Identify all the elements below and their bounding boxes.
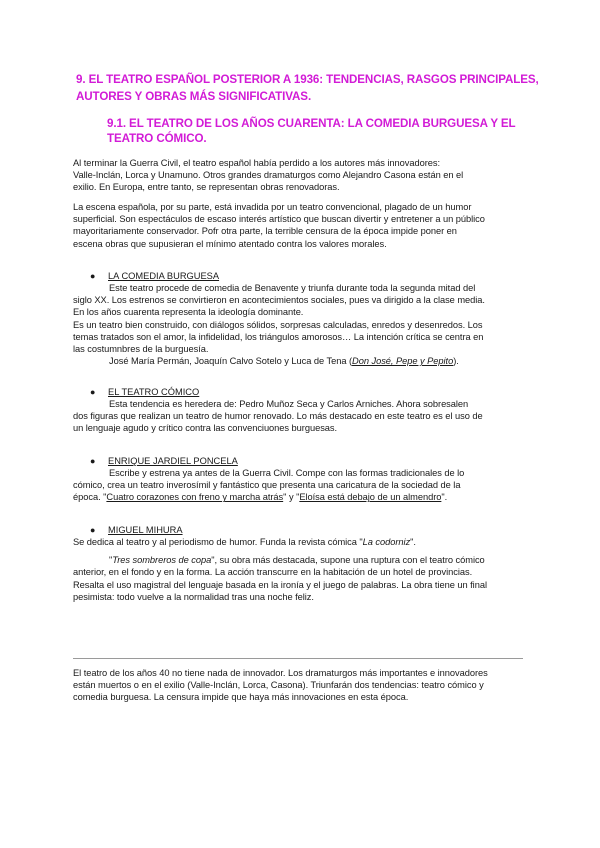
section-title: LA COMEDIA BURGUESA [108,271,220,281]
intro-line: exilio. En Europa, entre tanto, se representan obras renovadoras. [73,182,340,193]
paragraph-line: están muertos o en el exilio (Valle-Inclán, Lorca, Casona). Triunfarán dos tendencias: teatro cómico y [73,680,484,691]
paragraph-line: superficial. Son espectáculos de escaso interés artístico que buscan divertir y entretener a un público [73,214,485,225]
divider-line [73,658,523,659]
authors-line: José María Permán, Joaquín Calvo Sotelo y Luca de Tena (Don José, Pepe y Pepito). [109,356,459,367]
paragraph-line: las costumnbres de la burguesía. [73,344,209,355]
paragraph-line: un lenguaje agudo y crítico contra las convenciuones burguesas. [73,423,338,434]
bullet-icon: ● [90,525,96,535]
work-title: Don José, Pepe y Pepito [352,356,454,367]
paragraph-line: Se dedica al teatro y al periodismo de humor. Funda la revista cómica "La codorniz". [73,537,416,547]
bullet-icon: ● [90,387,96,397]
paragraph-line: Este teatro procede de comedia de Benavente y triunfa durante toda la segunda mitad del [109,283,476,293]
paragraph-line: pesimista: todo vuelve a la normalidad tras una noche feliz. [73,591,314,602]
section-title: EL TEATRO CÓMICO [108,387,200,397]
summary-paragraph [73,667,533,704]
paragraph-line: Esta tendencia es heredera de: Pedro Muñoz Seca y Carlos Arniches. Ahora sobresalen [109,399,469,409]
bullet-icon: ● [90,456,96,466]
intro-line: Valle-Inclán, Lorca y Unamuno. Otros grandes dramaturgos como Alejandro Casona están en el [73,170,464,181]
section-title: MIGUEL MIHURA [108,525,183,535]
section-mihura-heading [90,524,183,536]
intro-paragraph [73,157,533,194]
paragraph-line: escena obras que supusieran el mínimo atentado contra los valores morales. [73,238,387,249]
paragraph-line: "Tres sombreros de copa", su obra más destacada, supone una ruptura con el teatro cómico [109,555,485,566]
work-title: Tres sombreros de copa [112,555,212,566]
section-comedia-body [73,282,533,367]
paragraph-line: La escena española, por su parte, está invadida por un teatro convencional, plagado de un humor [73,202,472,212]
paragraph-line: El teatro de los años 40 no tiene nada de innovador. Los dramaturgos más importantes e innovadores [73,668,488,678]
paragraph-line: cómico, crea un teatro inverosímil y fantástico que presenta una caricatura de la sociedad de la [73,480,461,491]
intro-line: Al terminar la Guerra Civil, el teatro español había perdido a los autores más innovadores: [73,158,441,168]
main-heading: 9. EL TEATRO ESPAÑOL POSTERIOR A 1936: TENDENCIAS, RASGOS PRINCIPALES, AUTORES Y OBRAS MÁS SIGNIFICATIVAS. [76,73,539,103]
works-line: época. "Cuatro corazones con freno y marcha atrás" y "Eloísa está debajo de un almendro". [73,492,448,503]
section-jardiel-body [73,467,533,504]
paragraph-line: dos figuras que realizan un teatro de humor renovado. Lo más destacado en este teatro es el uso de [73,411,483,422]
paragraph-line: temas tratados son el amor, la infidelidad, los triángulos amorosos… La intención crítica se centra en [73,331,484,342]
paragraph-line: Es un teatro bien construido, con diálogos sólidos, sorpresas calculadas, enredos y desenredos. Los [73,319,483,330]
paragraph-line: Resalta el uso magistral del lenguaje basada en la ironía y el juego de palabras. La obra tiene un final [73,579,487,590]
section-comedia-heading [90,270,219,282]
censorship-paragraph [73,201,533,250]
paragraph-line: Escribe y estrena ya antes de la Guerra Civil. Compe con las formas tradicionales de lo [109,468,465,478]
paragraph-line: siglo XX. Los estrenos se convirtieron en acontecimientos sociales, pues va dirigido a la clase media. [73,295,485,306]
section-mihura-body [73,536,533,603]
paragraph-line: anterior, en el fondo y en la forma. La acción transcurre en la habitación de un hotel de provincias. [73,567,473,578]
section-comico-body [73,398,533,435]
work-title: Cuatro corazones con freno y marcha atrás [106,492,284,503]
section-title: ENRIQUE JARDIEL PONCELA [108,456,238,466]
section-jardiel-heading [90,455,238,467]
sub-heading: 9.1. EL TEATRO DE LOS AÑOS CUARENTA: LA COMEDIA BURGUESA Y EL TEATRO CÓMICO. [107,117,516,145]
section-comico-heading [90,386,199,398]
paragraph-line: En los años cuarenta representa la ideología dominante. [73,307,304,318]
work-title: Eloísa está debajo de un almendro [299,492,442,503]
paragraph-line: mayoritariamente conservador. Pofr otra parte, la terrible censura de la época impide poner en [73,226,457,237]
paragraph-line: comedia burguesa. La censura impide que haya más innovaciones en esta época. [73,692,409,703]
magazine-title: La codorniz [362,537,411,547]
bullet-icon: ● [90,271,96,281]
